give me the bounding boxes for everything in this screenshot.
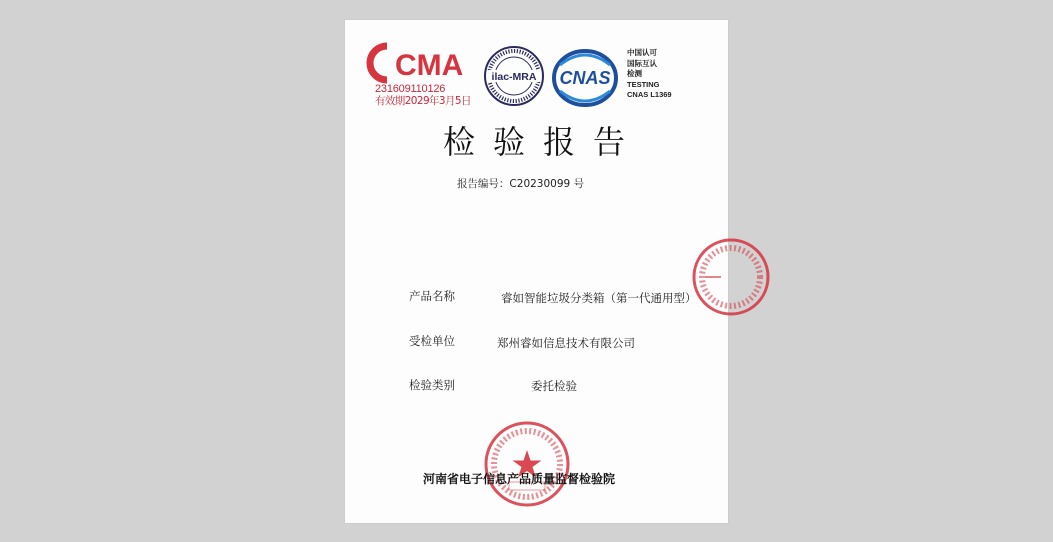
cnas-logo-text: CNAS	[559, 68, 611, 88]
cma-logo-text: CMA	[395, 49, 464, 82]
inspection-seal-icon	[691, 237, 771, 317]
report-page	[345, 20, 728, 523]
cma-logo-icon	[373, 42, 464, 84]
cnas-caption	[627, 48, 672, 101]
cma-cert-number: 231609110126	[375, 83, 446, 95]
institute-name: 河南省电子信息产品质量监督检验院	[423, 472, 616, 486]
field-value-product: 睿如智能垃圾分类箱（第一代通用型）	[501, 291, 697, 305]
cnas-caption-line: TESTING	[627, 79, 660, 89]
field-label-client: 受检单位	[409, 334, 455, 348]
cnas-caption-line: CNAS L1369	[627, 90, 672, 99]
cnas-caption-line: 检测	[627, 69, 642, 78]
cma-valid-date: 有效期2029年3月5日	[375, 95, 471, 107]
official-seal-icon	[483, 420, 571, 508]
cnas-caption-line: 中国认可	[627, 48, 657, 57]
report-number: 报告编号：C20230099 号	[456, 178, 585, 190]
cnas-caption-line: 国际互认	[627, 58, 657, 68]
ilac-mra-logo-icon	[483, 45, 545, 107]
field-value-category: 委托检验	[531, 379, 577, 393]
field-label-category: 检验类别	[409, 378, 455, 392]
document-title: 检验报告	[442, 123, 643, 161]
cnas-logo-icon	[550, 47, 620, 109]
field-value-client: 郑州睿如信息技术有限公司	[497, 336, 635, 350]
ilac-logo-text: ilac-MRA	[491, 71, 537, 83]
field-label-product: 产品名称	[409, 289, 455, 303]
